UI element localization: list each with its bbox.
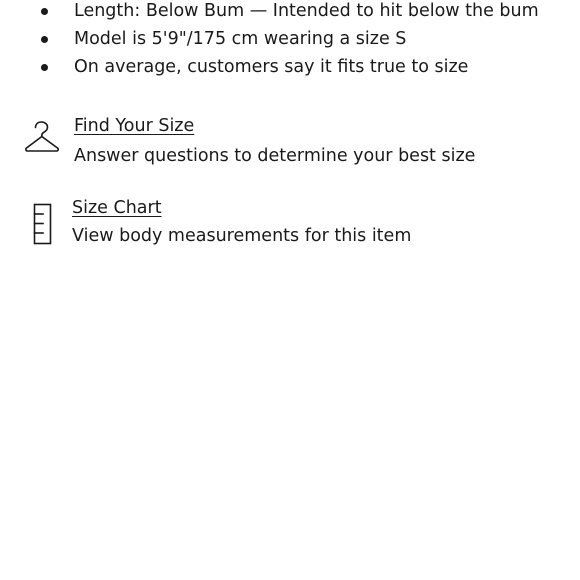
find-your-size-link[interactable]: Find Your Size xyxy=(74,116,195,136)
fit-detail-model: Model is 5'9"/175 cm wearing a size S xyxy=(74,29,407,49)
hanger-icon xyxy=(24,120,60,160)
bullet-icon xyxy=(41,8,48,15)
size-chart-row xyxy=(0,194,580,254)
list-item xyxy=(0,25,580,53)
bullet-icon xyxy=(41,36,48,43)
list-item xyxy=(0,53,580,81)
size-chart-link[interactable]: Size Chart xyxy=(72,198,162,218)
bullet-icon xyxy=(41,64,48,71)
find-your-size-row xyxy=(0,112,580,172)
fit-details-list xyxy=(0,0,580,81)
fit-detail-average: On average, customers say it fits true to size xyxy=(74,57,469,77)
find-your-size-description: Answer questions to determine your best size xyxy=(74,146,476,166)
fit-detail-length: Length: Below Bum — Intended to hit below the bum xyxy=(74,1,539,21)
size-chart-description: View body measurements for this item xyxy=(72,226,412,246)
ruler-icon xyxy=(33,203,53,249)
list-item xyxy=(0,0,580,25)
